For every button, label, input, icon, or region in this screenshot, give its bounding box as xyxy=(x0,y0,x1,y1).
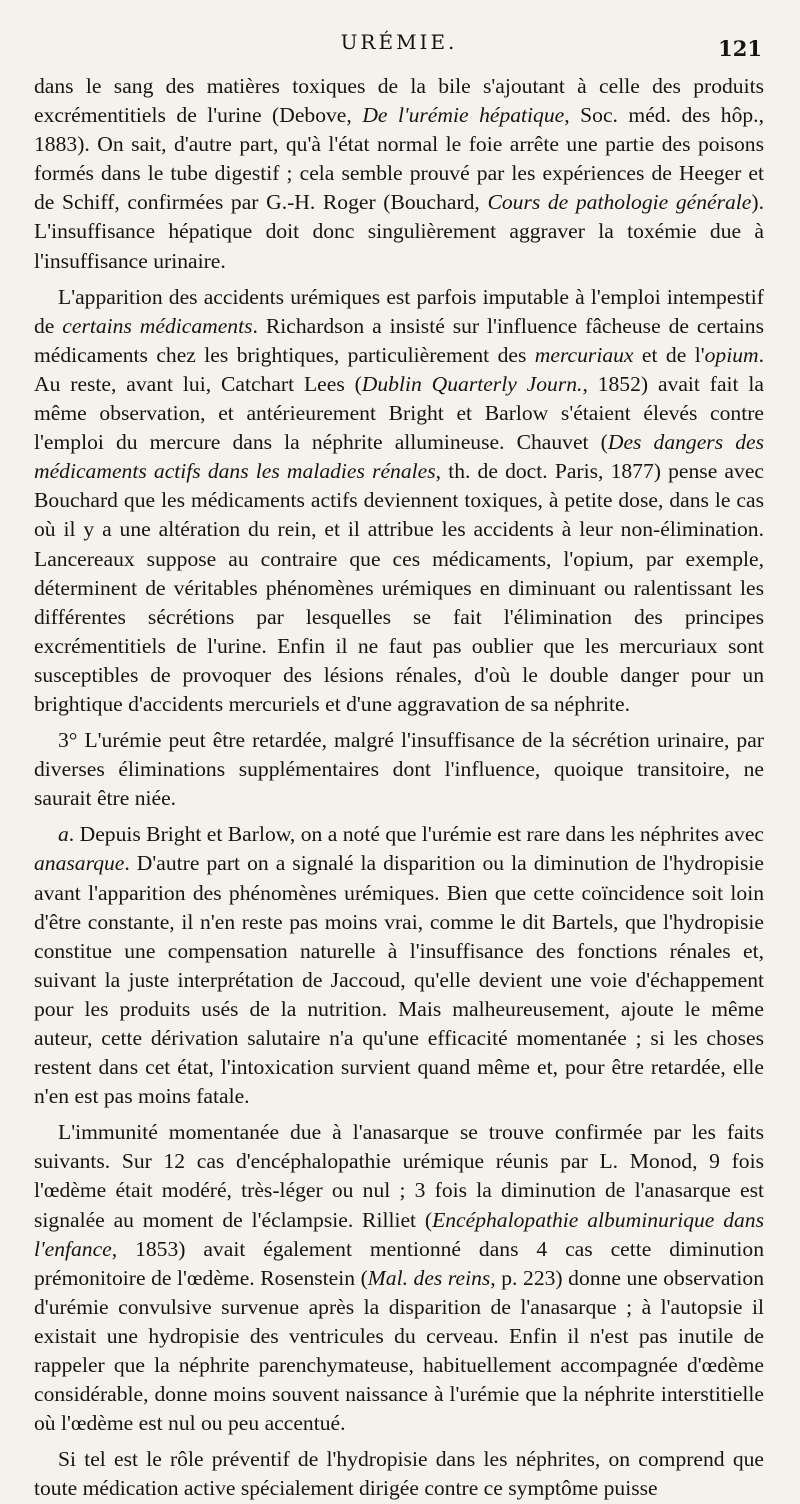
italic-run: anasarque xyxy=(34,851,125,876)
body-text xyxy=(34,72,764,1504)
paragraph-4 xyxy=(34,820,764,1111)
italic-run: certains médicaments xyxy=(62,313,253,338)
paragraph-1 xyxy=(34,72,764,276)
italic-run: De l'urémie hépatique xyxy=(362,103,565,128)
italic-run: Encéphalopathie albuminurique dans l'enfance xyxy=(34,1207,764,1261)
text-run: Si tel est le rôle préventif de l'hydropisie dans les néphrites, on comprend que toute médication active spécialement dirigée contre ce symptôme puisse xyxy=(34,1447,764,1501)
text-run: ). L'insuffisance hépatique doit donc singulièrement aggraver la toxémie due à l'insuffisance urinaire. xyxy=(34,190,764,273)
text-run: . Depuis Bright et Barlow, on a noté que l'urémie est rare dans les néphrites avec xyxy=(68,822,764,847)
text-run: L'apparition des accidents urémiques est parfois imputable à l'emploi intempestif de xyxy=(34,284,764,338)
text-run: . Richardson a insisté sur l'influence fâcheuse de certains médicaments chez les brightiques, particulièrement des xyxy=(34,313,765,367)
text-run: et de l' xyxy=(633,342,705,367)
text-run: , 1852) avait fait la même observation, et antérieurement Bright et Barlow s'étaient élevés contre l'emploi du mercure dans la néphrite allumineuse. Chauvet ( xyxy=(34,371,764,455)
italic-run: mercuriaux xyxy=(534,342,634,367)
text-run: L'immunité momentanée due à l'anasarque se trouve confirmée par les faits suivants. Sur 12 cas d'encéphalopathie urémique réunis par L. Monod, 9 fois l'œdème était modéré, très-léger ou nul ; 3 fois la diminution de l'anasarque est signalée au moment de l'éclampsie. Rilliet ( xyxy=(34,1120,764,1232)
italic-run: Dublin Quarterly Journ. xyxy=(361,371,583,396)
italic-run: Mal. des reins xyxy=(367,1265,491,1290)
italic-run: opium xyxy=(704,342,759,367)
text-run: . D'autre part on a signalé la disparition ou la diminution de l'hydropisie avant l'apparition des phénomènes urémiques. Bien que cette coïncidence soit loin d'être constante, il n'en reste pas moins vrai, comme le dit Bartels, que l'hydropisie constitue une compensation naturelle à l'insuffisance des fonctions rénales et, suivant la juste interprétation de Jaccoud, qu'elle devient une voie d'échappement pour les produits usés de la nutrition. Mais malheureusement, ajoute le même auteur, cette dérivation salutaire n'a qu'une efficacité momentanée ; si les choses restent dans cet état, l'intoxication survient quand même et, pour être retardée, elle n'en est pas moins fatale. xyxy=(34,851,764,1109)
text-run: 3° L'urémie peut être retardée, malgré l'insuffisance de la sécrétion urinaire, par diverses éliminations supplémentaires dont l'influence, quoique transitoire, ne saurait être niée. xyxy=(34,728,764,811)
text-run: , 1853) avait également mentionné dans 4 cas cette diminution prémonitoire de l'œdème. Rosenstein ( xyxy=(34,1236,764,1290)
paragraph-3 xyxy=(34,726,764,813)
paragraph-6 xyxy=(34,1445,764,1503)
page-number: 121 xyxy=(718,36,762,61)
paragraph-5 xyxy=(34,1118,764,1438)
text-run: . Au reste, avant lui, Catchart Lees ( xyxy=(34,342,764,396)
text-run: , Soc. méd. des hôp., 1883). On sait, d'autre part, qu'à l'état normal le foie arrête une partie des poisons formés dans le tube digestif ; cela semble prouvé par les expériences de Heeger et de Schiff, confirmées par G.-H. Roger (Bouchard, xyxy=(34,103,764,215)
page-header xyxy=(34,28,764,72)
italic-run: a xyxy=(58,822,69,847)
text-run: , p. 223) donne une observation d'urémie convulsive survenue après la disparition de l'anasarque ; à l'autopsie il existait une hydropisie des ventricules du cerveau. Enfin il n'est pas inutile de rappeler que la néphrite parenchymateuse, habituellement accompagnée d'œdème considérable, donne moins souvent naissance à l'urémie que la néphrite interstitielle où l'œdème est nul ou peu accentué. xyxy=(34,1265,764,1436)
italic-run: Des dangers des médicaments actifs dans les maladies rénales xyxy=(34,430,764,484)
paragraph-2 xyxy=(34,283,764,719)
running-title: URÉMIE. xyxy=(340,30,458,54)
italic-run: Cours de pathologie générale xyxy=(487,190,752,215)
text-run: dans le sang des matières toxiques de la bile s'ajoutant à celle des produits excrémentitiels de l'urine (Debove, xyxy=(34,74,764,128)
text-run: , th. de doct. Paris, 1877) pense avec Bouchard que les médicaments actifs deviennent toxiques, à petite dose, dans le cas où il y a une altération du rein, et il attribue les accidents à leur non-élimination. Lancereaux suppose au contraire que ces médicaments, l'opium, par exemple, déterminent de véritables phénomènes urémiques en diminuant ou ralentissant les différentes sécrétions par lesquelles se fait l'élimination des principes excrémentitiels de l'urine. Enfin il ne faut pas oublier que les mercuriaux sont susceptibles de provoquer des lésions rénales, d'où le double danger pour un brightique d'accidents mercuriels et d'une aggravation de sa néphrite. xyxy=(34,459,764,716)
